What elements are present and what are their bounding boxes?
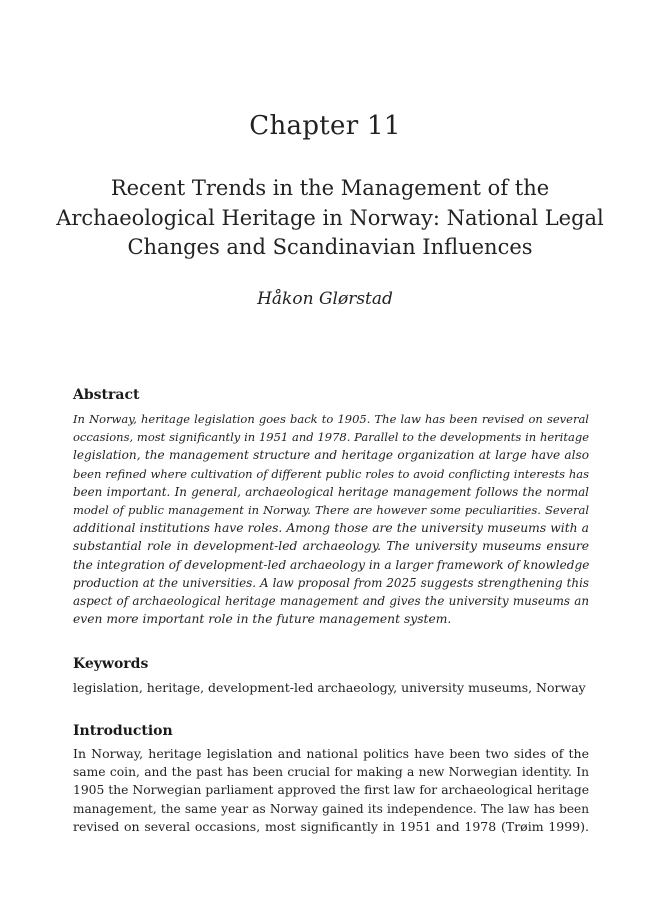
- chapter-title-line: Archaeological Heritage in Norway: National Legal: [56, 205, 604, 230]
- abstract-line: been refined where cultivation of different public roles to avoid conflicting interests has: [73, 466, 589, 481]
- chapter-number: Chapter 11: [249, 111, 401, 141]
- introduction-line: 1905 the Norwegian parliament approved the first law for archaeological heritage: [73, 783, 589, 798]
- abstract-line: substantial role in development-led archaeology. The university museums ensure: [73, 539, 589, 554]
- abstract-line: occasions, most significantly in 1951 and 1978. Parallel to the developments in heritage: [73, 430, 589, 445]
- abstract-line: model of public management in Norway. There are however some peculiarities. Several: [73, 502, 589, 517]
- introduction-text: [73, 745, 589, 836]
- abstract-text: [73, 410, 589, 628]
- abstract-line: been important. In general, archaeological heritage management follows the normal: [73, 484, 589, 499]
- keywords-line: legislation, heritage, development-led archaeology, university museums, Norway: [73, 680, 586, 695]
- abstract-heading: Abstract: [73, 387, 140, 403]
- introduction-heading: Introduction: [73, 723, 173, 739]
- author-name: Håkon Glørstad: [257, 289, 393, 309]
- introduction-line: revised on several occasions, most significantly in 1951 and 1978 (Trøim 1999).: [73, 818, 589, 834]
- abstract-line: production at the universities. A law proposal from 2025 suggests strengthening this: [73, 575, 589, 590]
- chapter-title-line: Changes and Scandinavian Influences: [127, 235, 533, 259]
- abstract-line: the integration of development-led archaeology in a larger framework of knowledge: [73, 557, 590, 572]
- abstract-line: aspect of archaeological heritage management and gives the university museums an: [73, 593, 589, 608]
- abstract-line: legislation, the management structure and heritage organization at large have also: [73, 448, 589, 463]
- abstract-line: even more important role in the future management system.: [73, 612, 452, 627]
- abstract-line: In Norway, heritage legislation goes back to 1905. The law has been revised on several: [73, 412, 589, 426]
- keywords-heading: Keywords: [73, 656, 149, 672]
- introduction-line: management, the same year as Norway gained its independence. The law has been: [73, 801, 589, 816]
- keywords-text: [73, 679, 589, 697]
- abstract-line: additional institutions have roles. Among those are the university museums with a: [73, 521, 589, 536]
- introduction-line: same coin, and the past has been crucial for making a new Norwegian identity. In: [73, 765, 589, 780]
- introduction-line: In Norway, heritage legislation and national politics have been two sides of the: [73, 746, 589, 761]
- chapter-title-line: Recent Trends in the Management of the: [110, 176, 550, 200]
- chapter-title: [40, 174, 620, 263]
